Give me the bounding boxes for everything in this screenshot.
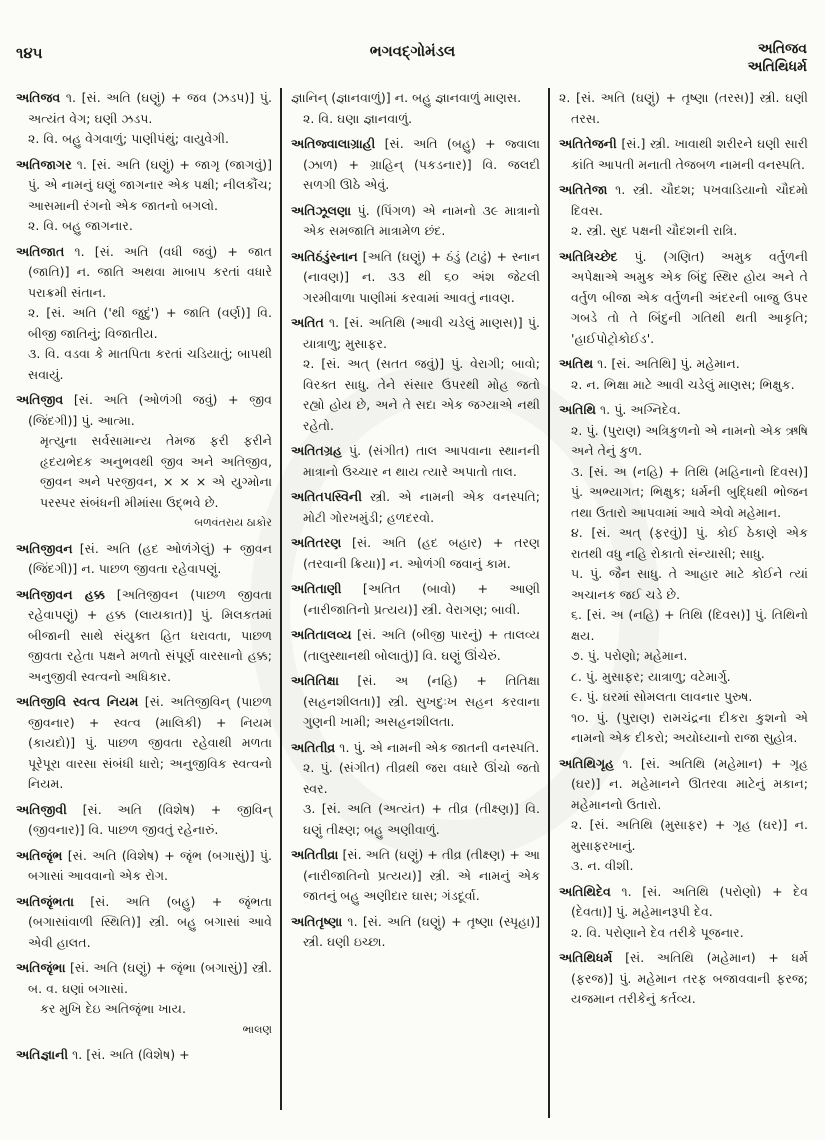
headword: અતિઠંડુંસ્નાન [291, 248, 358, 264]
citation-quote: કર મુખિ દેઇ અતિજૃંભા ખાય. [40, 1001, 186, 1016]
entry-definition [291, 738, 540, 759]
dictionary-entry [291, 247, 540, 309]
dictionary-entry [16, 800, 272, 841]
dictionary-entry [559, 754, 808, 877]
citation-author: ભાલણ [242, 1022, 272, 1036]
headword: અતિથિ [559, 402, 596, 417]
entry-definition [291, 845, 540, 907]
headword: અતિજાત [16, 243, 65, 259]
dictionary-entry [291, 487, 540, 528]
dictionary-entry [16, 892, 272, 954]
entry-definition [291, 88, 540, 109]
headword: અતિજ્વાલાગ્રાહી [291, 136, 376, 151]
definition-text: ૨. [સં. અતિ (ઘણું) + તૃષ્ણા (તરસ)] સ્ત્રી. ઘણી તરસ. [559, 90, 808, 126]
definition-text: ૧. [સં. અતિ (વધી જવું) + જાત (જાતિ)] ન. જાતિ અથવા માબાપ કરતાં વધારે પરાક્રમી સંતાન. [28, 243, 272, 300]
sense: ૪. [સં. અત્ (ફરવું)] પું. કોઈ ઠેકાણે એક રાતથી વધુ નહિ રોકાતો સંન્યાસી; સાધુ. [571, 525, 808, 561]
sense: ૨. [સં. અતિથિ (મુસાફર) + ગૃહ (ઘર)] ન. મુસાફરખાનું. [571, 817, 808, 853]
definition-text: [સં. અતિ (ઘણું) + જૃંભા (બગાસું)] સ્ત્રી. બ. વ. ઘણાં બગાસાં. [28, 960, 272, 996]
definition-text: પું. (પિંગળ) એ નામનો ૩૯ માત્રાનો એક સમજાતિ માત્રામેળ છંદ. [303, 202, 540, 238]
headword: અતિઝૂલણા [291, 202, 352, 218]
entry-definition [16, 242, 272, 304]
guide-words [748, 40, 807, 76]
definition-text: [સં. અતિ (હદ બહાર) + તરણ (તરવાની ક્રિયા)] ન. ઓળંગી જવાનું કામ. [303, 535, 540, 571]
definition-text: [સં. અતિજીવિન્ (પાછળ જીવનાર) + સ્વત્વ (માલિકી) + નિયમ (કાયદો)] પું. પાછળ જીવતા રહેવાથી મળતા પૂરેપૂરા વારસા સંબંધી ધારો; અનુજીવિક સ્વત્વનો નિયમ. [28, 694, 272, 791]
dictionary-entry [291, 579, 540, 620]
column-3 [548, 88, 816, 1118]
entry-definition [16, 539, 272, 580]
entry-definition [559, 948, 808, 1010]
definition-text: [સં. અ (નહિ) + તિતિક્ષા (સહનશીલતા)] સ્ત્રી. સુખદુઃખ સહન કરવાના ગુણની ખામી; અસહનશીલતા. [303, 673, 540, 729]
definition-text: ૧. [સં. અતિથિ] પું. મહેમાન. [597, 356, 740, 371]
dictionary-entry [16, 692, 272, 795]
sense: ૫. પું. જૈન સાધુ. તે આહાર માટે કોઈને ત્યાં અચાનક જઈ ચડે છે. [571, 566, 808, 602]
entry-definition [559, 88, 808, 129]
entry-definition [16, 390, 272, 431]
entry-definition [559, 354, 808, 375]
dictionary-entry [16, 1045, 272, 1066]
dictionary-entry [16, 585, 272, 688]
entry-definition [16, 88, 272, 129]
headword: અતિજૃંભ [16, 847, 63, 863]
entry-definition [291, 487, 540, 528]
sense: ૬. [સં. અ (નહિ) + તિથિ (દિવસ)] પું. તિથિનો ક્ષય. [571, 607, 808, 643]
entry-definition [16, 692, 272, 795]
dictionary-entry [559, 948, 808, 1010]
definition-text: ૧. [સં. અતિથિ (આવી ચડેલું માણસ)] પું. યાત્રાળુ; મુસાફર. [303, 315, 540, 351]
dictionary-entry [559, 247, 808, 350]
sense: ૨. પું. (સંગીત) તીવ્રથી જરા વધારે ઊંચો જતો સ્વર. [303, 760, 540, 796]
entry-definition [559, 754, 808, 816]
column-2 [280, 88, 548, 1110]
sense: ૨. વિ. બહુ વેગવાળું; પાણીપંથું; વાયુવેગી. [28, 131, 230, 146]
entry-definition [559, 134, 808, 175]
headword: અતિજવ [16, 90, 61, 105]
dictionary-entry [559, 400, 808, 749]
headword: અતિતગ્રહ [291, 443, 342, 458]
headword: અતિજૃંભા [16, 960, 66, 975]
sense: ૩. [સં. અ (નહિ) + તિથિ (મહિનાનો દિવસ)] પું. અભ્યાગત; ભિક્ષુક; ધર્મની બુદ્ધિથી ભોજન તથા ઉતારો આપવામાં આવે એવો મહેમાન. [571, 463, 808, 520]
dictionary-entry [291, 201, 540, 242]
definition-text: જ્ઞાનિન્ (જ્ઞાનવાળું)] ન. બહુ જ્ઞાનવાળું માણસ. [291, 90, 522, 105]
entry-definition [291, 625, 540, 666]
definition-text: [સં. અતિ (વિશેષ) + જૃંભ (બગાસું)] પું. બગાસાં આવવાનો એક રોગ. [28, 847, 272, 883]
definition-text: [સં. અતિ (ઓળંગી જવું) + જીવ (જિંદગી)] પું. આત્મા. [28, 392, 272, 428]
definition-text: ૧. પું. એ નામની એક જાતની વનસ્પતિ. [339, 739, 540, 755]
headword: અતિજ્ઞાની [16, 1047, 69, 1062]
entry-definition [16, 958, 272, 999]
sense: ૨. પું. (પુરાણ) અત્રિકુળનો એ નામનો એક ઋષિ અને તેનું કુળ. [571, 422, 808, 458]
dictionary-entry [559, 180, 808, 242]
headword: અતિજીવન હક્ક [16, 586, 105, 602]
headword: અતિજીવ [16, 392, 64, 407]
sense: ૩. [સં. અતિ (અત્યંત) + તીવ્ર (તીક્ષ્ણ)] વિ. ઘણું તીક્ષ્ણ; બહુ અણીવાળું. [303, 801, 540, 837]
definition-text: [સં. અતિ (બીજી પારનું) + તાલવ્ય (તાલુસ્થાનથી બોલાતું)] વિ. ઘણું ઊંચેરું. [303, 627, 540, 663]
headword: અતિથિગૃહ [559, 755, 615, 771]
definition-text: [સં. અતિ (બહુ) + જૃંભતા (બગાસાંવાળી સ્થિતિ)] સ્ત્રી. બહુ બગાસાં આવે એવી હાલત. [28, 893, 272, 950]
sense: ૨. [સં. અતિ ('થી જુદું') + જાતિ (વર્ણ)] વિ. બીજી જાતિનું; વિજાતીય. [28, 305, 272, 341]
sense: ૨. વિ. પરોણાને દેવ તરીકે પૂજનાર. [571, 924, 744, 940]
sense: ૯. પું. ઘરમાં સોમલતા લાવનાર પુરુષ. [571, 689, 753, 704]
dictionary-entry [291, 313, 540, 436]
entry-definition [559, 400, 808, 421]
entry-definition [291, 201, 540, 242]
dictionary-entry [16, 539, 272, 580]
definition-text: પું. (સંગીત) તાલ આપવાના સ્થાનની માત્રાનો ઉચ્ચાર ન થાય ત્યારે અપાતો તાલ. [303, 443, 540, 479]
sense: ૨. વિ. ઘણા જ્ઞાનવાળું. [303, 110, 413, 126]
dictionary-entry [16, 88, 272, 150]
definition-text: પું. (ગણિત) અમુક વર્તુળની અપેક્ષાએ અમુક એક બિંદુ સ્થિર હોય અને તે વર્તુળ બીજા એક વર્તુળની અંદરની બાજુ ઉપર ગબડે તો તે બિંદુની ગતિથી થતી આકૃતિ; 'હાઈપોટ્રોકોઈડ'. [571, 248, 808, 346]
dictionary-columns [12, 88, 818, 1108]
dictionary-entry [291, 671, 540, 733]
entry-definition [291, 533, 540, 574]
column-1 [12, 88, 280, 1108]
dictionary-entry [291, 912, 540, 953]
dictionary-entry [291, 738, 540, 841]
sense: ૭. પું. પરોણો; મહેમાન. [571, 648, 688, 663]
entry-definition [559, 180, 808, 221]
dictionary-entry [291, 88, 540, 129]
definition-text: ૧. [સં. અતિથિ (પરોણો) + દેવ (દેવતા)] પું. મહેમાનરૂપી દેવ. [571, 883, 808, 919]
entry-definition [16, 1045, 272, 1066]
definition-text: ૧. [સં. અતિ (ઘણું) + તૃષ્ણા (સ્પૃહા)] સ્ત્રી. ઘણી ઇચ્છા. [303, 913, 540, 949]
definition-text: [સં. અતિ (ઘણું) + તીવ્ર (તીક્ષ્ણ) + આ (નારીજાતિનો પ્રત્યય)] સ્ત્રી. એ નામનું એક જાતનું બહુ અણીદાર ઘાસ; ગંડદૂર્વા. [303, 847, 540, 903]
entry-definition [16, 892, 272, 954]
dictionary-entry [16, 155, 272, 237]
headword: અતિથિધર્મ [559, 950, 613, 965]
sense: ૨. સ્ત્રી. સુદ પક્ષની ચૌદશની રાત્રિ. [571, 223, 738, 238]
entry-definition [291, 313, 540, 354]
citation-author: બળવંતરાય ઠાકોર [194, 516, 272, 529]
definition-text: [સં. અતિ (વિશેષ) + જીવિન્ (જીવનાર)] વિ. પાછળ જીવતું રહેનારું. [28, 801, 272, 837]
dictionary-entry [291, 625, 540, 666]
definition-text: ૧. [સં. અતિ (ઘણું) + જવ (ઝડપ)] પું. અત્યંત વેગ; ઘણી ઝડપ. [28, 90, 272, 126]
entry-definition [16, 846, 272, 887]
sense: ૨. [સં. અત્ (સતત જવું)] પું. વેરાગી; બાવો; વિરક્ત સાધુ. તેને સંસાર ઉપરથી મોહ જતો રહ્યો હોય છે, અને તે સદા એક જગ્યાએ નથી રહેતો. [303, 356, 540, 433]
entry-definition [16, 585, 272, 688]
definition-text: ૧. [સં. અતિ (ઘણું) + જાગૃ (જાગવું)] પું. એ નામનું ઘણું જાગનાર એક પક્ષી; નીલકૌંચ; આસમાની રંગનો એક જાતનો બગલો. [28, 156, 272, 213]
citation-quote: મૃત્યુના સર્વસામાન્ય તેમજ ફરી ફરીને હૃદયભેદક અનુભવથી જીવ અને અતિજીવ, જીવન અને પરજીવન, × × × એ યુગ્મોના પરસ્પર સંબંધની મીમાંસા ઉદ્ભવે છે. [40, 433, 272, 510]
sense: ૮. પું. મુસાફર; યાત્રાળુ; વટેમાર્ગુ. [571, 668, 731, 684]
entry-definition [16, 800, 272, 841]
definition-text: [સં.] સ્ત્રી. ખાવાથી શરીરને ઘણી સારી કાંતિ આપતી મનાતી તેજબળ નામની વનસ્પતિ. [571, 136, 809, 172]
headword: અતિતેજની [559, 136, 617, 151]
headword: અતિતરણ [291, 535, 342, 550]
headword: અતિત્રિચ્છેદ [559, 248, 618, 264]
headword: અતિતાણી [291, 581, 342, 596]
dictionary-entry [16, 958, 272, 1040]
entry-definition [291, 247, 540, 309]
definition-text: સ્ત્રી. એ નામની એક વનસ્પતિ; મોટી ગોરખમુંડી; હળદરવો. [303, 489, 541, 525]
entry-definition [291, 441, 540, 482]
definition-text: [સં. અતિ (બહુ) + જ્વાલા (ઝાળ) + ગ્રાહિન્ (પકડનાર)] વિ. જલદી સળગી ઊઠે એવું. [303, 136, 540, 192]
entry-definition [291, 579, 540, 620]
dictionary-entry [559, 88, 808, 129]
definition-text: ૧. સ્ત્રી. ચૌદશ; પખવાડિયાનો ચૌદમો દિવસ. [571, 182, 808, 218]
headword: અતિજીવન [16, 540, 73, 556]
entry-definition [291, 134, 540, 196]
definition-text: [અતિ (ઘણું) + ઠંડું (ટાઢું) + સ્નાન (નાવણ)] ન. ૩૩ થી ૬૦ અંશ જેટલી ગરમીવાળા પાણીમાં કરવામાં આવતું નાવણ. [303, 248, 540, 305]
sense: ૨. વિ. બહુ જાગનાર. [28, 218, 133, 233]
dictionary-entry [559, 354, 808, 395]
headword: અતિતીવ્ર [291, 739, 336, 755]
entry-definition [559, 247, 808, 350]
definition-text: [અતિત (બાવો) + આણી (નારીજાતિનો પ્રત્યય)] સ્ત્રી. વેરાગણ; બાવી. [303, 581, 540, 617]
headword: અતિજાગર [16, 156, 72, 172]
entry-definition [291, 671, 540, 733]
headword: અતિજૃંભતા [16, 893, 74, 909]
headword: અતિતીવ્રા [291, 847, 339, 862]
guide-word-first: અતિજવ [757, 41, 807, 57]
dictionary-entry [559, 882, 808, 944]
book-title: ભગવદ્ગોમંડલ [369, 42, 456, 60]
headword: અતિથ [559, 356, 594, 371]
headword: અતિજીવી [16, 801, 67, 817]
definition-text: [સં. અતિ (હદ ઓળંગેલું) + જીવન (જિંદગી)] ન. પાછળ જીવતા રહેવાપણું. [28, 540, 272, 576]
dictionary-entry [291, 845, 540, 907]
dictionary-entry [16, 242, 272, 386]
sense: ૨. ન. ભિક્ષા માટે આવી ચડેલું માણસ; ભિક્ષુક. [571, 376, 795, 392]
dictionary-entry [291, 533, 540, 574]
headword: અતિજીવિ સ્વત્વ નિયમ [16, 694, 139, 709]
headword: અતિતૃષ્ણા [291, 913, 343, 929]
definition-text: ૧. પું. અગ્નિદેવ. [600, 402, 681, 417]
sense: ૧૦. પું. (પુરાણ) રામચંદ્રના દીકરા કુશનો એ નામનો એક દીકરો; અયોધ્યાનો રાજા સુહોત્ર. [571, 709, 808, 745]
dictionary-entry [559, 134, 808, 175]
definition-text: [અતિજીવન (પાછળ જીવતા રહેવાપણું) + હક્ક (લાયકાત)] પું. મિલકતમાં બીજાની સાથે સંયુક્ત હિત ધરાવતા, પાછળ જીવતા રહેતા પક્ષને મળતો સંપૂર્ણ વારસાનો હક્ક; અનુજીવી સ્વત્વનો અધિકાર. [28, 586, 272, 684]
dictionary-entry [16, 846, 272, 887]
dictionary-entry [291, 441, 540, 482]
page-number: ૧૪૫ [16, 44, 43, 62]
definition-text: [સં. અતિથિ (મહેમાન) + ધર્મ (ફરજ)] પું. મહેમાન તરફ બજાવવાની ફરજ; યજમાન તરીકેનું કર્તવ્ય. [571, 950, 808, 1006]
sense: ૩. વિ. વડવા કે માતપિતા કરતાં ચડિયાતું; બાપથી સવાયું. [28, 346, 272, 382]
headword: અતિતેજા [559, 182, 608, 197]
headword: અતિતપસ્વિની [291, 489, 362, 504]
sense: ૩. ન. વીશી. [571, 858, 634, 873]
entry-definition [559, 882, 808, 923]
headword: અતિતિક્ષા [291, 673, 339, 688]
dictionary-entry [16, 390, 272, 534]
headword: અતિત [291, 315, 324, 330]
entry-definition [16, 155, 272, 217]
dictionary-entry [291, 134, 540, 196]
entry-definition [291, 912, 540, 953]
definition-text: ૧. [સં. અતિથિ (મહેમાન) + ગૃહ (ઘર)] ન. મહેમાનને ઊતરવા માટેનું મકાન; મહેમાનનો ઉતારો. [571, 755, 808, 812]
headword: અતિથિદેવ [559, 883, 611, 899]
headword: અતિતાલવ્ય [291, 627, 352, 642]
definition-text: ૧. [સં. અતિ (વિશેષ) + [72, 1047, 190, 1062]
guide-word-last: અતિથિધર્મ [747, 59, 807, 75]
